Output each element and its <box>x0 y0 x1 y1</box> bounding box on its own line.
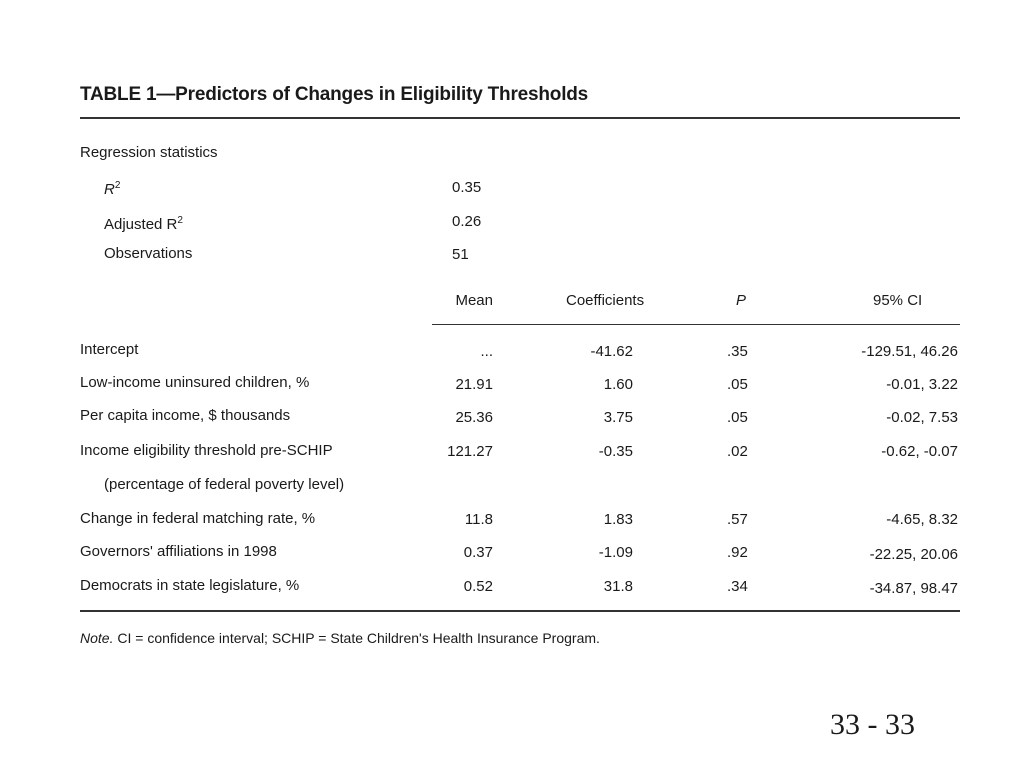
cell-p: .05 <box>727 376 748 393</box>
cell-ci: -22.25, 20.06 <box>869 546 958 563</box>
table-title: TABLE 1—Predictors of Changes in Eligibility Thresholds <box>80 84 589 105</box>
cell-mean: 0.52 <box>463 578 493 595</box>
row-label: Change in federal matching rate, % <box>80 510 316 527</box>
row-label: Low-income uninsured children, % <box>80 374 310 391</box>
column-header-p: P <box>736 292 747 309</box>
adjusted-r-squared-label: Adjusted $R^2$ <box>104 215 183 233</box>
column-header-ci: 95% CI <box>873 292 923 309</box>
regression-heading: Regression statistics <box>80 144 218 161</box>
cell-mean: 0.37 <box>463 544 493 561</box>
cell-coefficient: 1.83 <box>603 511 633 528</box>
cell-ci: -0.62, -0.07 <box>881 443 958 460</box>
cell-mean: 25.36 <box>455 409 493 426</box>
column-header-rule <box>432 324 960 325</box>
cell-p: .02 <box>727 443 748 460</box>
cell-coefficient: 1.60 <box>603 376 633 393</box>
row-label: Per capita income, $ thousands <box>80 407 291 424</box>
row-sublabel: (percentage of federal poverty level) <box>104 476 345 493</box>
cell-p: .35 <box>727 343 748 360</box>
cell-coefficient: -41.62 <box>590 343 633 360</box>
top-rule <box>80 117 960 119</box>
cell-coefficient: -0.35 <box>598 443 633 460</box>
note-body: CI = confidence interval; SCHIP = State Children's Health Insurance Program. <box>113 630 600 646</box>
r-squared-value: 0.35 <box>452 179 482 196</box>
cell-coefficient: 3.75 <box>603 409 633 426</box>
cell-ci: -4.65, 8.32 <box>886 511 958 528</box>
cell-ci: -0.02, 7.53 <box>886 409 958 426</box>
row-label: Democrats in state legislature, % <box>80 577 300 594</box>
cell-p: .34 <box>727 578 748 595</box>
row-label: Intercept <box>80 341 139 358</box>
adjusted-r-squared-value: 0.26 <box>452 213 482 230</box>
table-note <box>80 630 600 646</box>
cell-ci: -0.01, 3.22 <box>886 376 958 393</box>
r-squared-label: $R^2$ <box>104 180 121 198</box>
row-label: Income eligibility threshold pre-SCHIP <box>80 442 333 459</box>
column-header-mean: Mean <box>455 292 493 309</box>
observations-label: Observations <box>104 245 193 262</box>
cell-mean: 21.91 <box>455 376 493 393</box>
row-label: Governors' affiliations in 1998 <box>80 543 277 560</box>
bottom-rule <box>80 610 960 612</box>
observations-value: 51 <box>452 246 469 263</box>
note-prefix: Note. <box>80 630 114 646</box>
cell-mean: 11.8 <box>464 511 493 528</box>
cell-ci: -34.87, 98.47 <box>869 580 958 597</box>
cell-p: .92 <box>727 544 748 561</box>
cell-p: .57 <box>727 511 748 528</box>
column-header-coefficients: Coefficients <box>566 292 645 309</box>
cell-coefficient: -1.09 <box>598 544 633 561</box>
cell-p: .05 <box>727 409 748 426</box>
slide-number: 33 - 33 <box>830 708 915 741</box>
cell-ci: -129.51, 46.26 <box>861 343 958 360</box>
cell-mean: 121.27 <box>447 443 493 460</box>
cell-coefficient: 31.8 <box>603 578 633 595</box>
cell-mean: ... <box>480 343 493 360</box>
